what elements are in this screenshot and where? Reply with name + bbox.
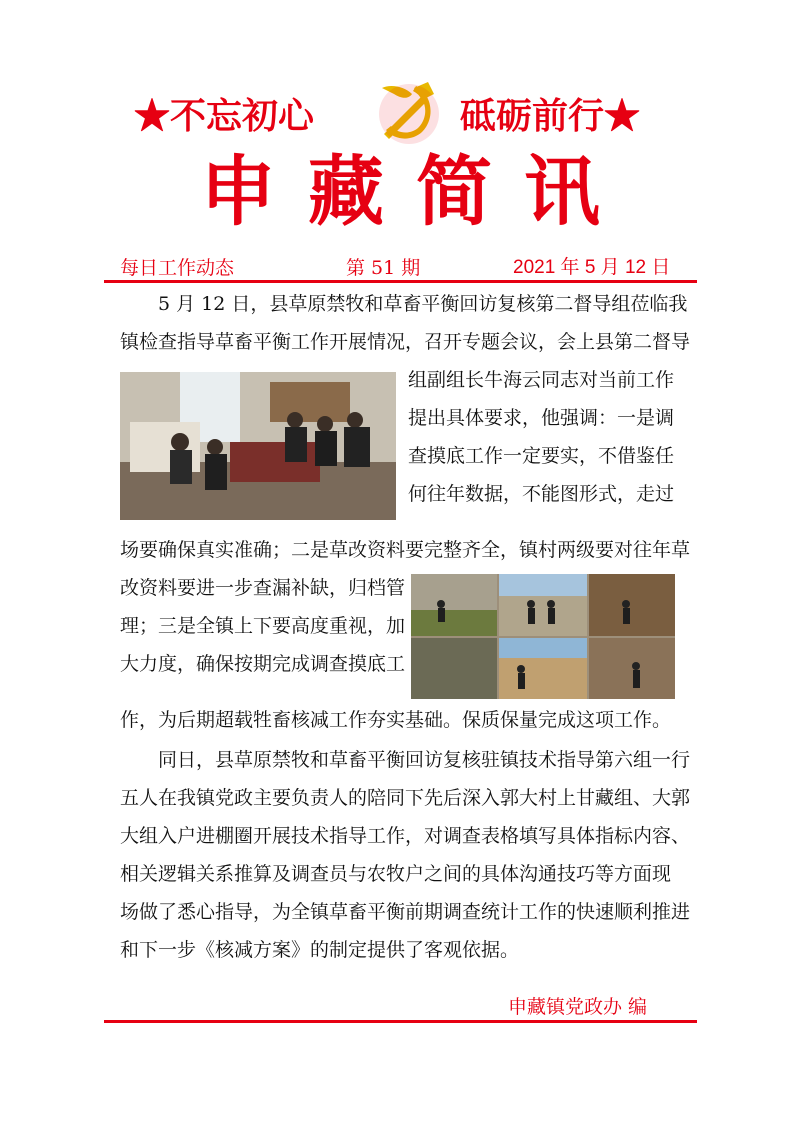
footer-divider bbox=[104, 1020, 697, 1023]
slogan-right: 砥砺前行★ bbox=[460, 95, 641, 137]
text-line: 查摸底工作一定要实，不借鉴任 bbox=[408, 445, 675, 467]
field-photos-collage bbox=[411, 574, 675, 699]
editor-credit: 申藏镇党政办 编 bbox=[508, 996, 648, 1018]
paragraph-2 bbox=[120, 741, 691, 969]
text-line: 和下一步《核减方案》的制定提供了客观依据。 bbox=[120, 939, 520, 961]
paragraph-1-intro bbox=[120, 285, 691, 361]
party-emblem-icon bbox=[378, 80, 440, 144]
text-line: 作，为后期超载牲畜核减工作夯实基础。保质保量完成这项工作。 bbox=[120, 709, 672, 731]
header-divider bbox=[104, 280, 697, 283]
text-line: 场要确保真实准确；二是草改资料要完整齐全，镇村两级要对往年草 bbox=[120, 539, 691, 561]
paragraph-1-middle bbox=[120, 531, 691, 569]
text-line: 相关逻辑关系推算及调查员与农牧户之间的具体沟通技巧等方面现 bbox=[120, 863, 672, 885]
text-line: 大力度，确保按期完成调查摸底工 bbox=[120, 653, 406, 675]
text-line: 镇检查指导草畜平衡工作开展情况，召开专题会议，会上县第二督导 bbox=[120, 331, 691, 353]
text-line: 同日，县草原禁牧和草畜平衡回访复核驻镇技术指导第六组一行 bbox=[120, 749, 691, 771]
text-line: 理；三是全镇上下要高度重视，加 bbox=[120, 615, 406, 637]
text-line: 何往年数据，不能图形式，走过 bbox=[408, 483, 675, 505]
text-line: 大组入户进棚圈开展技术指导工作，对调查表格填写具体指标内容、 bbox=[120, 825, 691, 847]
issue-number: 第 51 期 bbox=[346, 257, 421, 279]
newsletter-title: 申藏简讯 bbox=[200, 147, 632, 236]
text-line: 提出具体要求，他强调：一是调 bbox=[408, 407, 675, 429]
text-line: 改资料要进一步查漏补缺，归档管 bbox=[120, 577, 406, 599]
paragraph-1-end bbox=[120, 701, 675, 739]
issue-date: 2021 年 5 月 12 日 bbox=[513, 257, 671, 278]
paragraph-1-wrap-left bbox=[120, 569, 407, 683]
text-line: 五人在我镇党政主要负责人的陪同下先后深入郭大村上甘藏组、大郭 bbox=[120, 787, 691, 809]
meeting-photo bbox=[120, 372, 396, 520]
text-line: 5 月 12 日，县草原禁牧和草畜平衡回访复核第二督导组莅临我 bbox=[120, 293, 688, 315]
text-line: 场做了悉心指导，为全镇草畜平衡前期调查统计工作的快速顺利推进 bbox=[120, 901, 691, 923]
text-line: 组副组长牛海云同志对当前工作 bbox=[408, 369, 675, 391]
slogan-left: ★不忘初心 bbox=[134, 95, 315, 137]
column-name: 每日工作动态 bbox=[120, 257, 235, 279]
paragraph-1-wrap-right bbox=[408, 361, 675, 513]
